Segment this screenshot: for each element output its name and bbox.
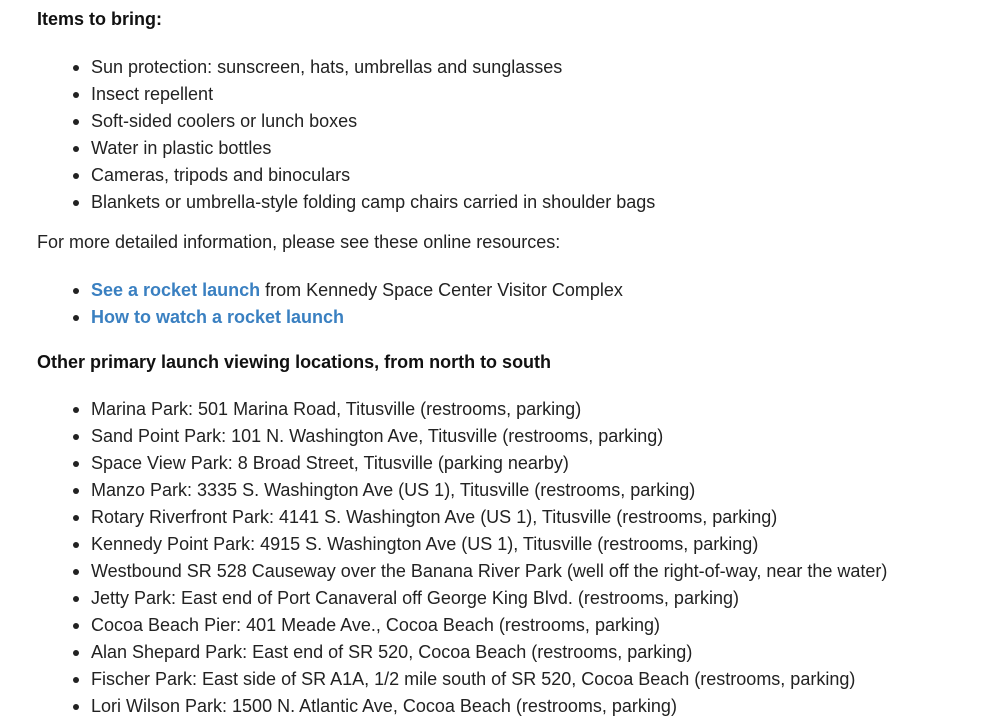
list-item: Manzo Park: 3335 S. Washington Ave (US 1), Titusville (restrooms, parking) <box>91 477 977 504</box>
how-to-watch-link[interactable]: How to watch a rocket launch <box>91 307 345 327</box>
article-content <box>37 6 977 720</box>
list-item: Insect repellent <box>91 81 977 108</box>
list-item: Blankets or umbrella-style folding camp chairs carried in shoulder bags <box>91 189 977 216</box>
items-heading: Items to bring: <box>37 9 162 29</box>
list-item: Sun protection: sunscreen, hats, umbrellas and sunglasses <box>91 54 977 81</box>
resource-suffix: from Kennedy Space Center Visitor Complex <box>260 280 623 300</box>
resources-list <box>37 277 977 331</box>
items-list <box>37 54 977 216</box>
locations-heading: Other primary launch viewing locations, from north to south <box>37 352 552 372</box>
resource-item <box>91 304 977 331</box>
list-item: Jetty Park: East end of Port Canaveral off George King Blvd. (restrooms, parking) <box>91 585 977 612</box>
list-item: Cameras, tripods and binoculars <box>91 162 977 189</box>
see-rocket-launch-link[interactable]: See a rocket launch <box>91 280 261 300</box>
list-item: Alan Shepard Park: East end of SR 520, Cocoa Beach (restrooms, parking) <box>91 639 977 666</box>
resource-item <box>91 277 977 304</box>
list-item: Water in plastic bottles <box>91 135 977 162</box>
list-item: Fischer Park: East side of SR A1A, 1/2 mile south of SR 520, Cocoa Beach (restrooms, parking) <box>91 666 977 693</box>
list-item: Sand Point Park: 101 N. Washington Ave, Titusville (restrooms, parking) <box>91 423 977 450</box>
list-item: Space View Park: 8 Broad Street, Titusville (parking nearby) <box>91 450 977 477</box>
resources-intro: For more detailed information, please see these online resources: <box>37 232 561 252</box>
locations-list <box>37 396 977 720</box>
list-item: Lori Wilson Park: 1500 N. Atlantic Ave, Cocoa Beach (restrooms, parking) <box>91 693 977 720</box>
list-item: Cocoa Beach Pier: 401 Meade Ave., Cocoa Beach (restrooms, parking) <box>91 612 977 639</box>
list-item: Soft-sided coolers or lunch boxes <box>91 108 977 135</box>
list-item: Rotary Riverfront Park: 4141 S. Washington Ave (US 1), Titusville (restrooms, parking) <box>91 504 977 531</box>
list-item: Kennedy Point Park: 4915 S. Washington Ave (US 1), Titusville (restrooms, parking) <box>91 531 977 558</box>
list-item: Marina Park: 501 Marina Road, Titusville (restrooms, parking) <box>91 396 977 423</box>
list-item: Westbound SR 528 Causeway over the Banana River Park (well off the right-of-way, near the water) <box>91 558 977 585</box>
